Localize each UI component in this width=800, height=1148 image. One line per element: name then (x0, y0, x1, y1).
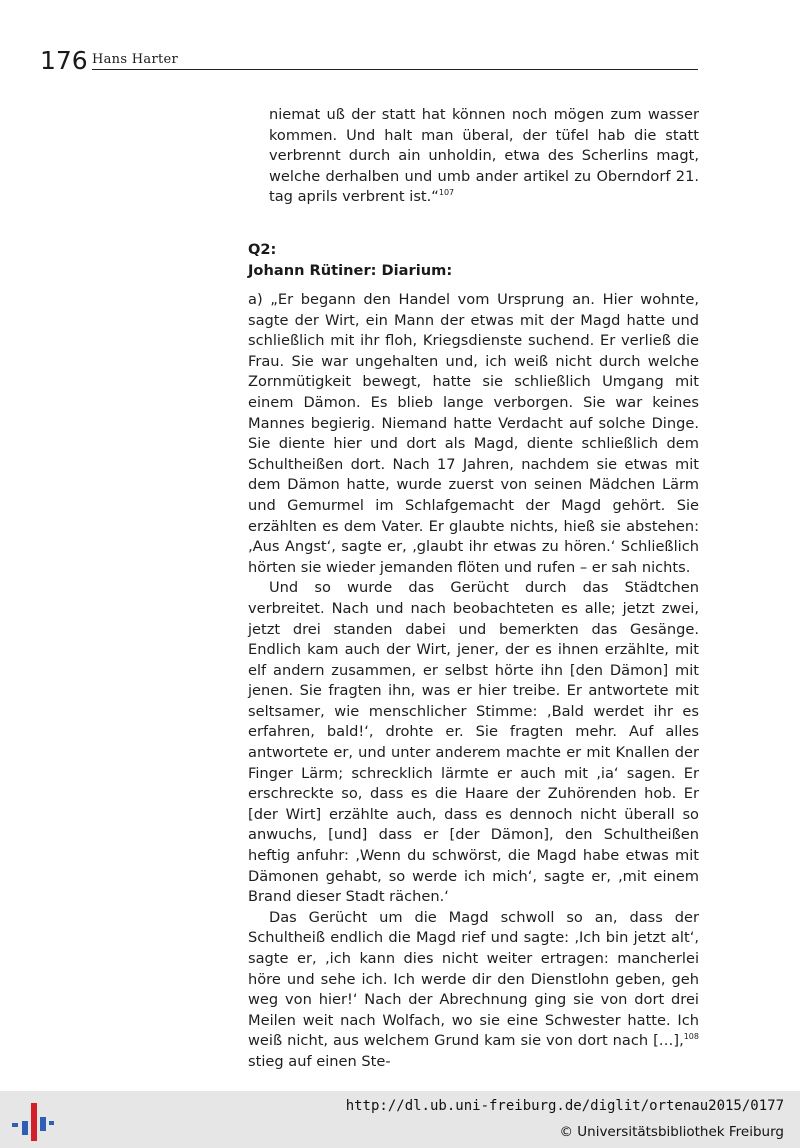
section-heading (248, 239, 698, 281)
body-text (248, 290, 699, 1073)
section-title: Johann Rütiner: Diarium: (248, 262, 453, 279)
paragraph-3-text: Das Gerücht um die Magd schwoll so an, dass der Schultheiß endlich die Magd rief und sagte: ‚Ich bin jetzt alt‘, sagte er, ‚ich kann dies nicht weiter ertragen: mancherlei höre und sehe ich. Ich werde dir den Dienstlohn geben, geh weg von hier!‘ Nach der Abrechnung ging sie von dort drei Meilen weit nach Wolfach, wo sie eine Schwester hatte. Ich weiß nicht, aus welchem Grund kam sie von dort nach […], (248, 908, 699, 1050)
header-rule (92, 69, 698, 70)
page-header (0, 0, 800, 80)
paragraph-2: Und so wurde das Gerücht durch das Städtchen verbreitet. Nach und nach beobachteten es alle; jetzt zwei, jetzt drei standen dabei und bemerkten das Gesänge. Endlich kam auch der Wirt, jener, der es ihnen erzählte, mit elf andern zusammen, er selbst hörte ihn [den Dämon] mit jenen. Sie fragten ihn, was er hier treibe. Er antwortete mit seltsamer, wie menschlicher Stimme: ‚Bald werdet ihr es erfahren, bald!‘, drohte er. Sie fragten mehr. Auf alles antwortete er, und unter anderem machte er mit Knallen der Finger Lärm; schrecklich lärmte er auch mit ‚ia‘ sagen. Er erschreckte so, dass es die Haare der Zuhörenden hob. Er [der Wirt] erzählte auch, dass es dennoch nicht überall so anwuchs, [und] dass er [der Dämon], den Schultheißen heftig anfuhr: ‚Wenn du schwörst, die Magd habe etwas mit Dämonen gehabt, so werde ich mich‘, sagte er, ‚mit einem Brand dieser Stadt rächen.‘ (248, 579, 699, 906)
footer-bar (0, 1091, 800, 1148)
paragraph-3-continuation: stieg auf einen Ste- (248, 1052, 391, 1070)
source-url-link[interactable]: http://dl.ub.uni-freiburg.de/diglit/ortenau2015/0177 (345, 1098, 784, 1114)
ub-freiburg-logo-icon (8, 1099, 56, 1143)
running-head-author: Hans Harter (92, 52, 178, 67)
section-label: Q2: (248, 241, 277, 258)
quote-block (269, 105, 699, 208)
copyright-notice: © Universitätsbibliothek Freiburg (559, 1124, 784, 1140)
paragraph-1: a) „Er begann den Handel vom Ursprung an. Hier wohnte, sagte der Wirt, ein Mann der etwas mit der Magd hatte und schließlich mit ihr floh, Kriegsdienste suchend. Er verließ die Frau. Sie war ungehalten und, ich weiß nicht durch welche Zornmütigkeit bewegt, hatte sie schließlich Umgang mit einem Dämon. Es blieb lange verborgen. Sie war keines Mannes begierig. Niemand hatte Verdacht auf solche Dinge. Sie diente hier und dort als Magd, diente schließlich dem Schultheißen dort. Nach 17 Jahren, nachdem sie etwas mit dem Dämon hatte, wurde zuerst von seinen Mädchen Lärm und Gemurmel im Schlafgemacht der Magd gehört. Sie erzählten es dem Vater. Er glaubte nichts, hieß sie abstehen: ‚Aus Angst‘, sagte er, ‚glaubt ihr etwas zu hören.‘ Schließlich hörten sie wieder jemanden flöten und rufen – er sah nichts. (248, 291, 699, 576)
paragraph-3 (248, 908, 699, 1073)
footnote-ref-108[interactable]: 108 (683, 1032, 699, 1042)
page-number: 176 (40, 46, 88, 75)
quote-text: niemat uß der statt hat können noch mögen zum wasser kommen. Und halt man überal, der tüfel hab die statt verbrennt durch ain unholdin, etwa des Scherlins magt, welche derhalben und umb ander artikel zu Oberndorf 21. tag aprils verbrent ist.“ (269, 106, 699, 206)
footnote-ref-107[interactable]: 107 (438, 188, 455, 198)
